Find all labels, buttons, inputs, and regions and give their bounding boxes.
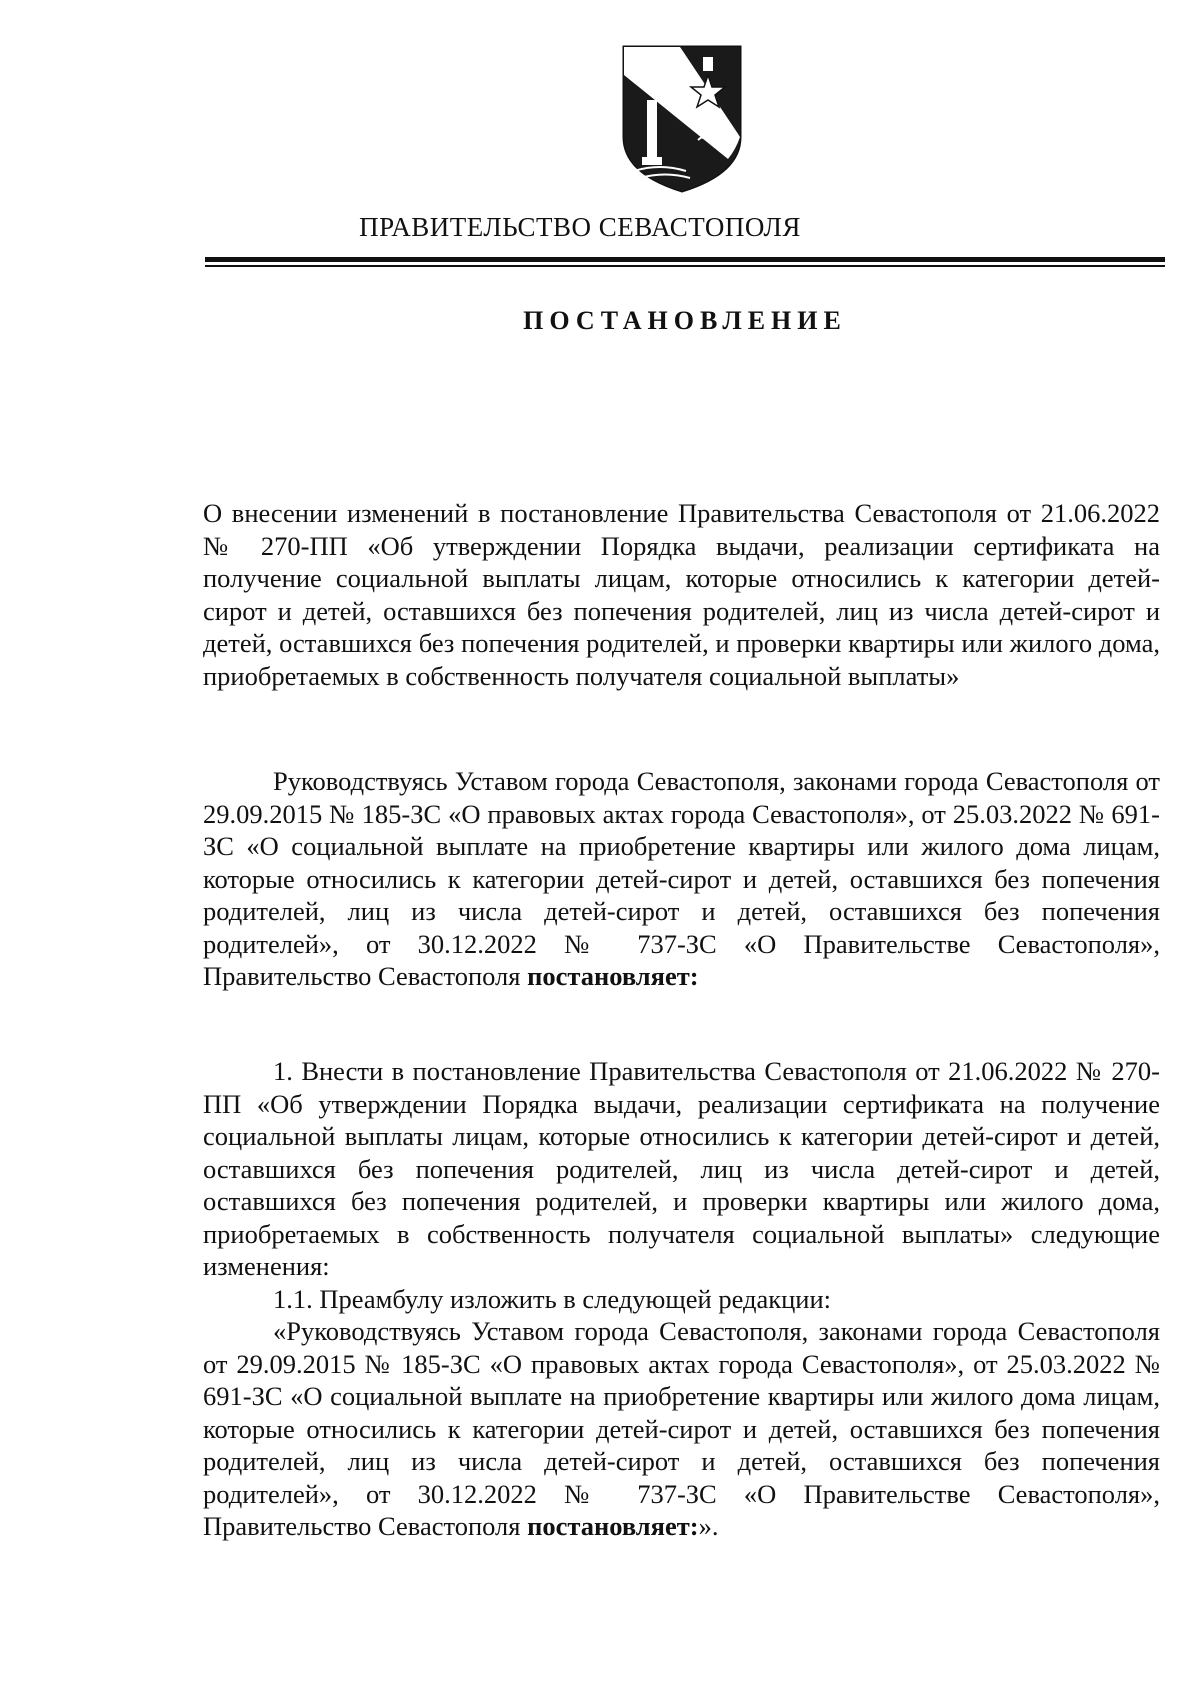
header-divider-thin (205, 265, 1165, 267)
header-divider-thick (205, 257, 1165, 262)
section-1 (203, 1055, 1160, 1543)
new-preamble-emphasis: постановляет: (527, 1511, 699, 1541)
new-preamble-text: «Руководствуясь Уставом города Севастополя, законами города Севастополя от 29.09.2015 № 185-ЗС «О правовых актах города Севастополя», от 25.03.2022 № 691-ЗС «О социальной выплате на приобретение квартиры или жилого дома лицам, которые относились к категории детей-сирот и детей, оставшихся без попечения родителей, лиц из числа детей-сирот и детей, оставшихся без попечения родителей», от 30.12.2022 № 737-ЗС «О Правительстве Севастополя», Правительство Севастополя (203, 1316, 1160, 1541)
document-subject (203, 497, 1160, 692)
item-1-1-paragraph: 1.1. Преамбулу изложить в следующей редакции: (273, 1283, 832, 1314)
new-preamble-ending: ». (698, 1511, 719, 1541)
document-type-title: ПОСТАНОВЛЕНИЕ (523, 306, 847, 335)
subject-text: О внесении изменений в постановление Правительства Севастополя от 21.06.2022 № 270-ПП «Об утверждении Порядка выдачи, реализации сертификата на получение социальной выплаты лицам, которые относились к категории детей-сирот и детей, оставшихся без попечения родителей, лиц из числа детей-сирот и детей, оставшихся без попечения родителей, и проверки квартиры или жилого дома, приобретаемых в собственность получателя социальной выплаты» (203, 498, 1160, 691)
preamble-text: Руководствуясь Уставом города Севастополя, законами города Севастополя от 29.09.2015 № 185-ЗС «О правовых актах города Севастополя», от 25.03.2022 № 691-ЗС «О социальной выплате на приобретение квартиры или жилого дома лицам, которые относились к категории детей-сирот и детей, оставшихся без попечения родителей, лиц из числа детей-сирот и детей, оставшихся без попечения родителей», от 30.12.2022 № 737-ЗС «О Правительстве Севастополя», Правительство Севастополя (203, 766, 1160, 991)
new-preamble-paragraph (203, 1315, 1160, 1543)
preamble-paragraph (203, 765, 1160, 993)
item-1-paragraph: 1. Внести в постановление Правительства Севастополя от 21.06.2022 № 270-ПП «Об утверждении Порядка выдачи, реализации сертификата на получение социальной выплаты лицам, которые относились к категории детей-сирот и детей, оставшихся без попечения родителей, лиц из числа детей-сирот и детей, оставшихся без попечения родителей, и проверки квартиры или жилого дома, приобретаемых в собственность получателя социальной выплаты» следующие изменения: (203, 1056, 1160, 1281)
preamble-emphasis: постановляет: (527, 961, 699, 991)
preamble-block (203, 765, 1160, 993)
sevastopol-coat-of-arms-icon (620, 45, 744, 195)
organization-name: ПРАВИТЕЛЬСТВО СЕВАСТОПОЛЯ (359, 212, 801, 242)
